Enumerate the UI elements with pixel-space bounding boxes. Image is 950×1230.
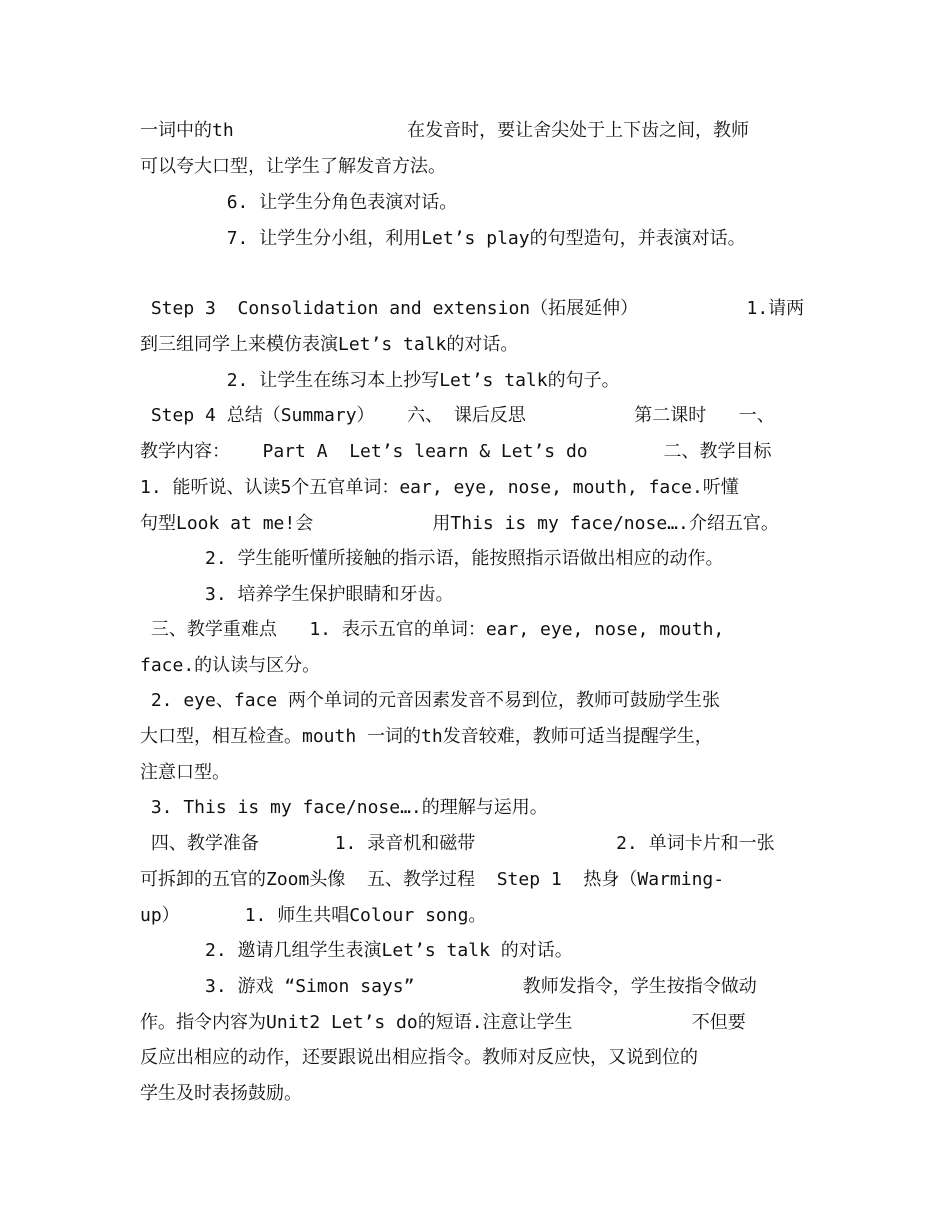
text-line: 1. 能听说、认读5个五官单词：ear, eye, nose, mouth, face.听懂 (140, 477, 739, 498)
text-line: 可以夸大口型，让学生了解发音方法。 (140, 156, 446, 177)
text-line: face.的认读与区分。 (140, 655, 321, 676)
text-line: 教学内容： Part A Let’s learn & Let’s do 二、教学目标 (140, 441, 772, 462)
text-line: 句型Look at me!会 用This is my face/nose….介绍五官。 (140, 513, 779, 534)
text-line: Step 4 总结（Summary） 六、 课后反思 第二课时 一、 (140, 405, 775, 426)
text-line: 大口型，相互检查。mouth 一词的th发音较难，教师可适当提醒学生， (140, 726, 713, 747)
text-line: 6. 让学生分角色表演对话。 (140, 192, 458, 213)
text-line: 2. 让学生在练习本上抄写Let’s talk的句子。 (140, 370, 620, 391)
text-line: 三、教学重难点 1. 表示五官的单词：ear, eye, nose, mouth, (140, 619, 725, 640)
text-line: 一词中的th 在发音时，要让舍尖处于上下齿之间，教师 (140, 120, 750, 141)
text-line: 可拆卸的五官的Zoom头像 五、教学过程 Step 1 热身（Warming- (140, 869, 725, 890)
text-line: 3. 培养学生保护眼睛和牙齿。 (140, 584, 454, 605)
text-line: 3. This is my face/nose….的理解与运用。 (140, 797, 548, 818)
text-line: 2. 学生能听懂所接触的指示语，能按照指示语做出相应的动作。 (140, 548, 724, 569)
text-line: 2. eye、face 两个单词的元音因素发音不易到位，教师可鼓励学生张 (140, 690, 721, 711)
text-line: Step 3 Consolidation and extension（拓展延伸） 1.请两 (140, 298, 805, 319)
text-line: up） 1. 师生共唱Colour song。 (140, 905, 487, 926)
text-line: 到三组同学上来模仿表演Let’s talk的对话。 (140, 334, 519, 355)
text-line: 3. 游戏 “Simon says” 教师发指令，学生按指令做动 (140, 976, 757, 997)
text-line: 2. 邀请几组学生表演Let’s talk 的对话。 (140, 940, 573, 961)
text-line: 作。指令内容为Unit2 Let’s do的短语.注意让学生 不但要 (140, 1012, 746, 1033)
text-line: 7. 让学生分小组，利用Let’s play的句型造句，并表演对话。 (140, 228, 746, 249)
text-line: 四、教学准备 1. 录音机和磁带 2. 单词卡片和一张 (140, 833, 775, 854)
text-line: 学生及时表扬鼓励。 (140, 1083, 302, 1104)
text-line: 反应出相应的动作，还要跟说出相应指令。教师对反应快，又说到位的 (140, 1047, 698, 1068)
text-line: 注意口型。 (140, 762, 230, 783)
